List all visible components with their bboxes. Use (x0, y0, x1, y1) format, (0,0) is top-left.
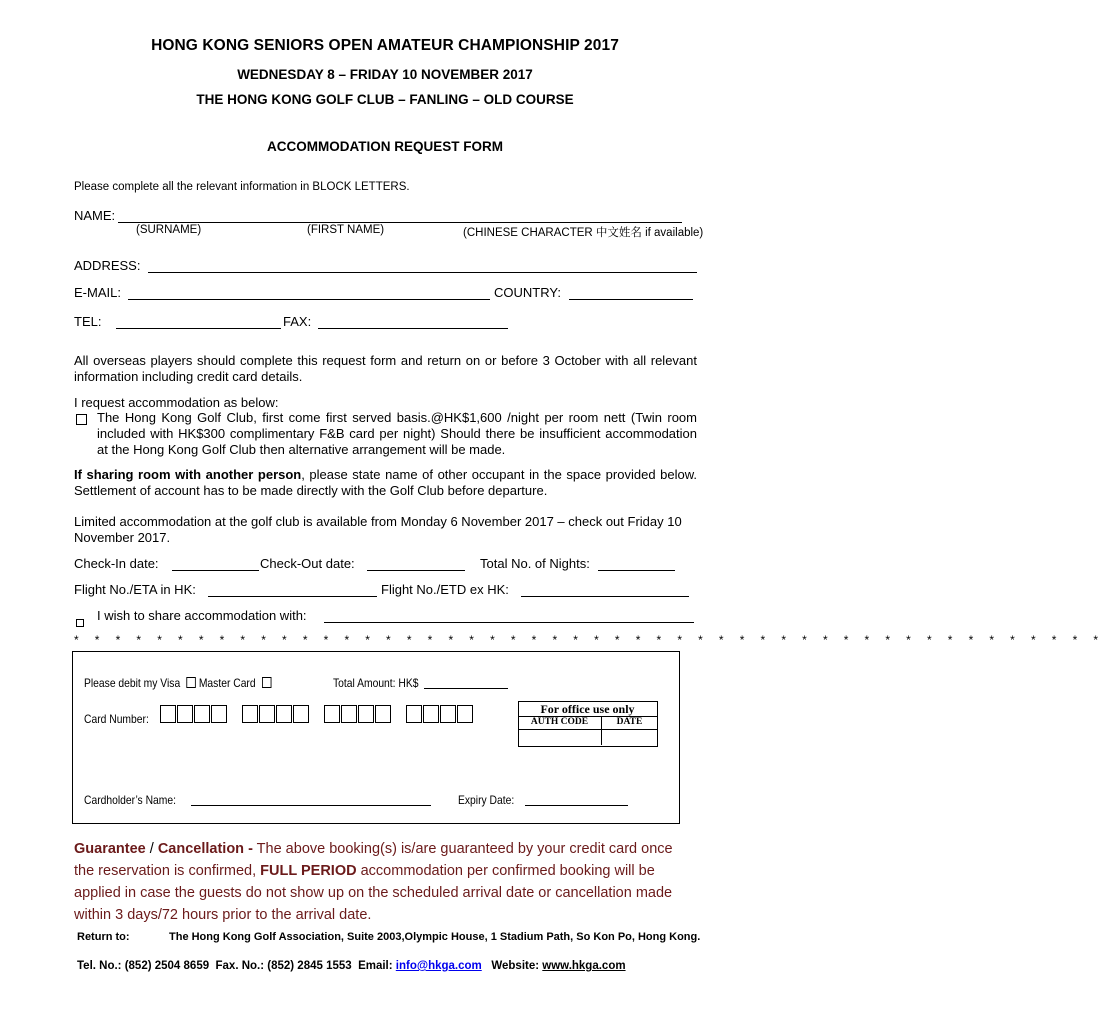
card-number-label: Card Number: (84, 712, 149, 726)
address-field[interactable] (148, 272, 697, 273)
flight-etd-label: Flight No./ETD ex HK: (381, 582, 509, 597)
overseas-notice: All overseas players should complete this request form and return on or before 3 October with all relevant information including credit card details. (74, 353, 697, 384)
card-digit-box[interactable] (324, 705, 340, 723)
share-checkbox[interactable] (76, 613, 84, 631)
golf-club-option-checkbox[interactable] (76, 411, 87, 429)
email-link[interactable]: info@hkga.com (395, 960, 482, 972)
document-title: HONG KONG SENIORS OPEN AMATEUR CHAMPIONSHIP 2017 (151, 37, 619, 54)
chinese-name-caption: (CHINESE CHARACTER 中文姓名 if available) (463, 227, 704, 239)
card-digit-box[interactable] (160, 705, 176, 723)
name-field[interactable] (118, 222, 682, 223)
email-label-footer: Email: (358, 960, 393, 972)
master-card-checkbox-icon[interactable] (262, 677, 271, 688)
address-label: ADDRESS: (74, 258, 141, 273)
sharing-notice-bold: If sharing room with another person (74, 467, 302, 482)
contact-fax: Fax. No.: (852) 2845 1553 (215, 960, 352, 972)
nights-field[interactable] (598, 570, 675, 571)
fax-label: FAX: (283, 314, 312, 329)
nights-label: Total No. of Nights: (480, 556, 590, 571)
guarantee-label: Guarantee (74, 841, 146, 857)
event-dates: WEDNESDAY 8 – FRIDAY 10 NOVEMBER 2017 (237, 67, 533, 82)
return-address: The Hong Kong Golf Association, Suite 2003,Olympic House, 1 Stadium Path, So Kon Po, Hong Kong. (169, 931, 701, 943)
email-field[interactable] (128, 299, 490, 300)
limited-accommodation-notice: Limited accommodation at the golf club is available from Monday 6 November 2017 – check out Friday 10 November 2017. (74, 514, 682, 545)
share-label: I wish to share accommodation with: (97, 608, 307, 623)
instructions: Please complete all the relevant information in BLOCK LETTERS. (74, 181, 410, 193)
cardholder-field[interactable] (191, 805, 431, 806)
cardholder-label: Cardholder’s Name: (84, 793, 176, 807)
surname-caption: (SURNAME) (136, 224, 202, 236)
guarantee-text-2: accommodation per confirmed booking will be applied in case the guests do not show up on the scheduled arrival date or cancellation made within 3 days/72 hours prior to the arrival date. (74, 863, 673, 923)
return-to-label: Return to: (77, 931, 130, 943)
debit-visa-label (84, 676, 271, 690)
country-label: COUNTRY: (494, 285, 561, 300)
share-field[interactable] (324, 622, 694, 623)
star-divider: * * * * * * * * * * * * * * * * * * * * * * * * * * * * * * * * * * * * * * * * * * * * * * * * * * (74, 633, 1104, 647)
cancellation-label: Cancellation - (157, 841, 253, 857)
contact-tel: Tel. No.: (852) 2504 8659 (77, 960, 210, 972)
card-digit-box[interactable] (177, 705, 193, 723)
flight-etd-field[interactable] (521, 596, 689, 597)
card-digit-box[interactable] (293, 705, 309, 723)
flight-eta-field[interactable] (208, 596, 377, 597)
guarantee-cancellation-policy (74, 838, 694, 926)
full-period-label: FULL PERIOD (260, 863, 357, 879)
card-digit-box[interactable] (423, 705, 439, 723)
first-name-caption: (FIRST NAME) (307, 224, 385, 236)
expiry-label: Expiry Date: (458, 793, 515, 807)
request-intro: I request accommodation as below: (74, 395, 279, 410)
office-divider-2 (518, 729, 657, 730)
website-link[interactable]: www.hkga.com (542, 960, 626, 972)
card-digit-box[interactable] (457, 705, 473, 723)
checkin-field[interactable] (172, 570, 259, 571)
checkout-label: Check-Out date: (260, 556, 355, 571)
sharing-notice-rest: , please state name of other occupant in the space provided below. Settlement of account has to be made directly with the Golf Club before departure. (74, 467, 697, 498)
card-digit-box[interactable] (375, 705, 391, 723)
sharing-notice (74, 467, 697, 499)
visa-checkbox-icon[interactable] (187, 677, 196, 688)
card-digit-box[interactable] (242, 705, 258, 723)
contact-line (77, 960, 626, 972)
checkbox-square-icon (76, 414, 87, 425)
name-label: NAME: (74, 208, 116, 223)
card-digit-box[interactable] (358, 705, 374, 723)
guarantee-text-1: The above booking(s) is/are guaranteed by your credit card once the reservation is confirmed, (74, 841, 673, 879)
flight-eta-label: Flight No./ETA in HK: (74, 582, 196, 597)
email-label: E-MAIL: (74, 285, 121, 300)
tel-field[interactable] (116, 328, 281, 329)
total-amount-field[interactable] (424, 688, 508, 689)
card-digit-box[interactable] (194, 705, 210, 723)
visa-text: Please debit my Visa (84, 676, 181, 690)
card-digit-box[interactable] (440, 705, 456, 723)
expiry-field[interactable] (525, 805, 628, 806)
country-field[interactable] (569, 299, 693, 300)
website-label: Website: (491, 960, 540, 972)
small-checkbox-icon (76, 619, 84, 627)
guarantee-slash: / (145, 841, 158, 857)
card-digit-box[interactable] (276, 705, 292, 723)
card-digit-box[interactable] (259, 705, 275, 723)
golf-club-option-text: The Hong Kong Golf Club, first come first served basis.@HK$1,600 /night per room nett (Twin room included with HK$300 complimentary F&B card per night) Should there be insufficient accommodation at the Hong Kong Golf Club then alternative arrangement will be made. (97, 410, 697, 457)
fax-field[interactable] (318, 328, 508, 329)
card-digit-box[interactable] (341, 705, 357, 723)
form-title: ACCOMMODATION REQUEST FORM (267, 139, 503, 154)
date-header: DATE (616, 717, 643, 727)
tel-label: TEL: (74, 314, 102, 329)
master-card-text: Master Card (198, 676, 256, 690)
card-digit-box[interactable] (211, 705, 227, 723)
card-digit-box[interactable] (406, 705, 422, 723)
total-amount-label: Total Amount: HK$ (333, 676, 419, 690)
office-use-title: For office use only (540, 702, 635, 716)
event-venue: THE HONG KONG GOLF CLUB – FANLING – OLD COURSE (196, 92, 574, 107)
checkin-label: Check-In date: (74, 556, 159, 571)
checkout-field[interactable] (367, 570, 465, 571)
auth-code-header: AUTH CODE (530, 717, 589, 727)
